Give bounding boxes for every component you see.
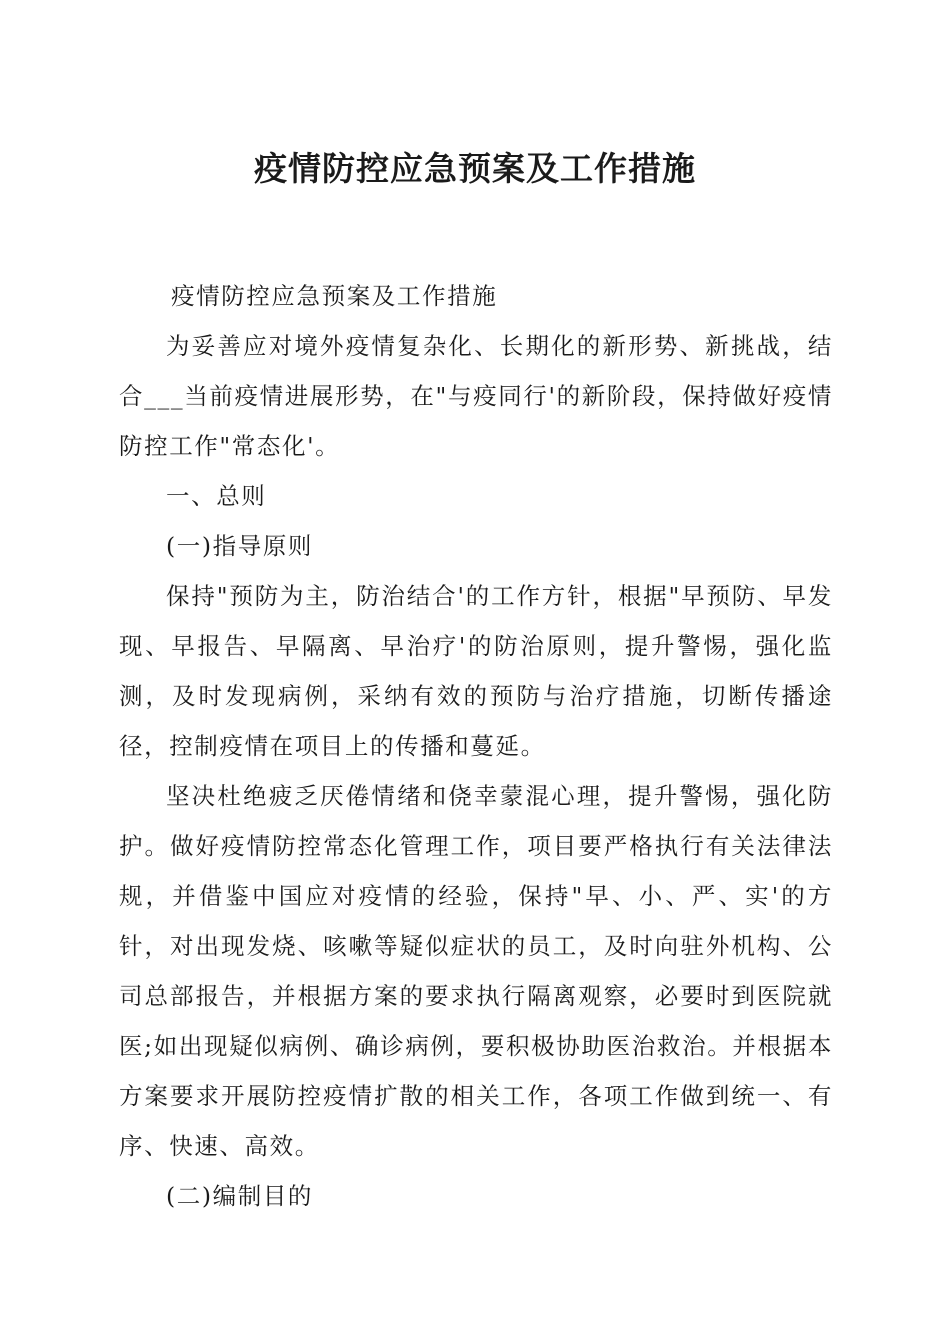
principles-paragraph: 保持"预防为主，防治结合'的工作方针，根据"早预防、早发现、早报告、早隔离、早治疗'的防治原则，提升警惕，强化监测，及时发现病例，采纳有效的预防与治疗措施，切断传播途径，控制疫情在项目上的传播和蔓延。 [119,582,833,760]
intro-paragraph: 为妥善应对境外疫情复杂化、长期化的新形势、新挑战，结合___当前疫情进展形势，在"与疫同行'的新阶段，保持做好疫情防控工作"常态化'。 [119,332,833,460]
section-heading-general: 一、总则 [166,482,267,510]
document-subtitle: 疫情防控应急预案及工作措施 [171,282,498,310]
vigilance-paragraph: 坚决杜绝疲乏厌倦情绪和侥幸蒙混心理，提升警惕，强化防护。做好疫情防控常态化管理工作，项目要严格执行有关法律法规，并借鉴中国应对疫情的经验，保持"早、小、严、实'的方针，对出现发烧、咳嗽等疑似症状的员工，及时向驻外机构、公司总部报告，并根据方案的要求执行隔离观察，必要时到医院就医;如出现疑似病例、确诊病例，要积极协助医治救治。并根据本方案要求开展防控疫情扩散的相关工作，各项工作做到统一、有序、快速、高效。 [119,782,833,1160]
subsection-heading-purpose: (二)编制目的 [166,1182,314,1210]
document-title: 疫情防控应急预案及工作措施 [254,149,696,188]
document-body [119,271,833,1221]
subsection-heading-guiding-principles: (一)指导原则 [166,532,314,560]
